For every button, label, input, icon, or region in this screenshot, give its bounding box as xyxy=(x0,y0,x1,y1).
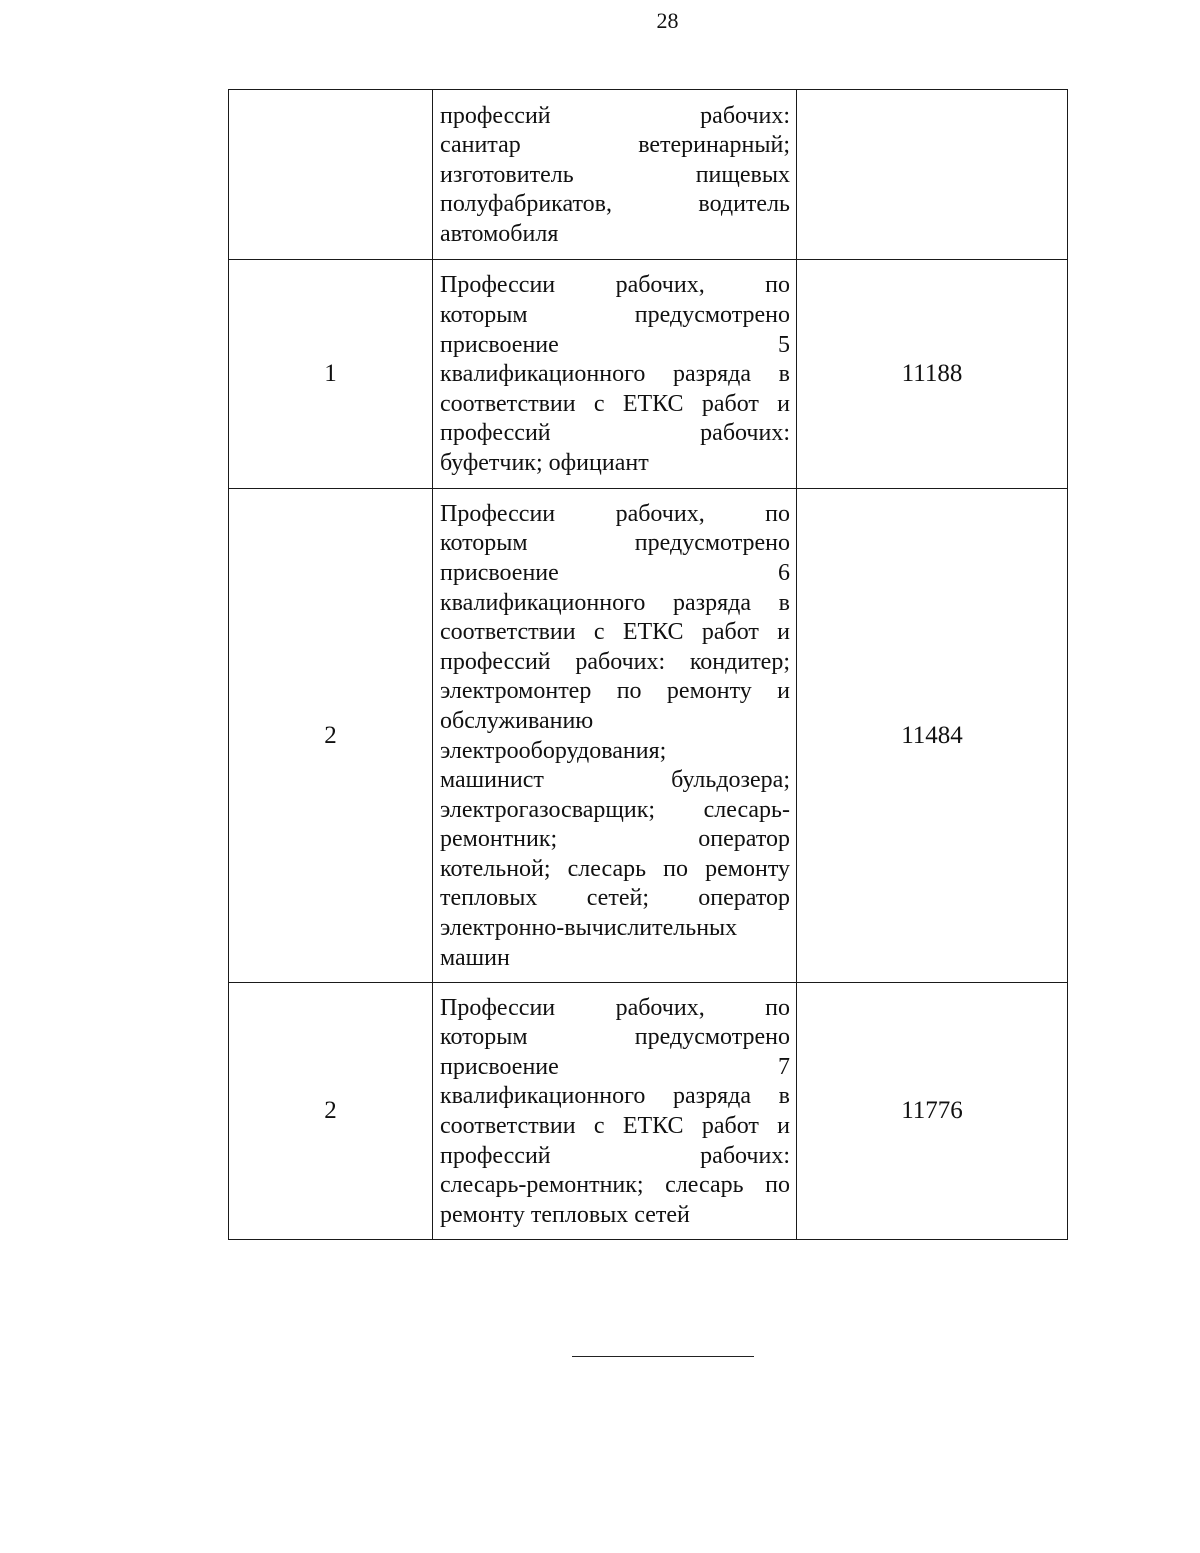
description-line: квалификационного разряда в xyxy=(440,361,790,388)
profession-description-cell xyxy=(433,260,797,489)
amount-cell xyxy=(797,260,1068,489)
description-line: электрогазосварщик; слесарь- xyxy=(440,796,790,823)
footer-divider xyxy=(572,1356,754,1357)
description-line: профессий рабочих: xyxy=(440,420,790,447)
description-line: квалификационного разряда в xyxy=(440,1083,790,1110)
amount-value: 11484 xyxy=(901,721,963,749)
table-row xyxy=(229,489,1068,983)
description-line: Профессии рабочих, по xyxy=(440,994,790,1021)
description-line: автомобиля xyxy=(440,220,559,247)
profession-description xyxy=(433,490,796,982)
qualification-group: 2 xyxy=(324,1097,337,1124)
description-line: ремонтник; оператор xyxy=(440,826,790,853)
amount-value: 11776 xyxy=(901,1097,963,1124)
description-line: котельной; слесарь по ремонту xyxy=(440,855,790,882)
qualification-group-cell xyxy=(229,489,433,983)
description-line: обслуживанию xyxy=(440,707,594,734)
description-line: которым предусмотрено xyxy=(440,302,790,329)
amount-cell xyxy=(797,90,1068,260)
profession-description-cell xyxy=(433,90,797,260)
description-line: присвоение 7 xyxy=(440,1053,790,1080)
description-line: электромонтер по ремонту и xyxy=(440,678,790,705)
description-line: Профессии рабочих, по xyxy=(440,500,790,527)
description-line: санитар ветеринарный; xyxy=(440,132,790,159)
table-row xyxy=(229,983,1068,1240)
description-line: слесарь-ремонтник; слесарь по xyxy=(440,1172,790,1199)
table-row xyxy=(229,90,1068,260)
description-line: машин xyxy=(440,944,510,971)
qualification-group-cell xyxy=(229,90,433,260)
description-line: полуфабрикатов, водитель xyxy=(440,191,790,218)
description-line: ремонту тепловых сетей xyxy=(440,1201,690,1228)
description-line: профессий рабочих: кондитер; xyxy=(440,648,790,675)
profession-description xyxy=(433,92,796,258)
amount-cell xyxy=(797,489,1068,983)
amount-value: 11188 xyxy=(901,360,963,387)
profession-description xyxy=(433,261,796,486)
table-row xyxy=(229,260,1068,489)
qualification-group-cell xyxy=(229,260,433,489)
description-line: присвоение 5 xyxy=(440,331,790,358)
professions-table xyxy=(228,89,1068,1240)
description-line: которым предусмотрено xyxy=(440,530,790,557)
description-line: Профессии рабочих, по xyxy=(440,272,790,299)
qualification-group: 1 xyxy=(324,360,337,387)
profession-description xyxy=(433,984,796,1239)
page-number: 28 xyxy=(656,8,679,33)
description-line: которым предусмотрено xyxy=(440,1024,790,1051)
description-line: соответствии с ЕТКС работ и xyxy=(440,1113,790,1139)
profession-description-cell xyxy=(433,983,797,1240)
profession-description-cell xyxy=(433,489,797,983)
description-line: машинист бульдозера; xyxy=(440,767,790,794)
table-body xyxy=(229,90,1068,1240)
description-line: изготовитель пищевых xyxy=(440,161,790,188)
description-line: электронно-вычислительных xyxy=(440,915,738,942)
description-line: тепловых сетей; оператор xyxy=(440,885,790,912)
description-line: присвоение 6 xyxy=(440,559,790,586)
description-line: профессий рабочих: xyxy=(440,102,790,129)
description-line: соответствии с ЕТКС работ и xyxy=(440,390,790,417)
description-line: буфетчик; официант xyxy=(440,449,649,476)
description-line: профессий рабочих: xyxy=(440,1142,790,1169)
qualification-group: 2 xyxy=(324,721,337,749)
qualification-group-cell xyxy=(229,983,433,1240)
description-line: электрооборудования; xyxy=(440,737,667,764)
description-line: квалификационного разряда в xyxy=(440,589,790,616)
amount-cell xyxy=(797,983,1068,1240)
description-line: соответствии с ЕТКС работ и xyxy=(440,619,790,646)
